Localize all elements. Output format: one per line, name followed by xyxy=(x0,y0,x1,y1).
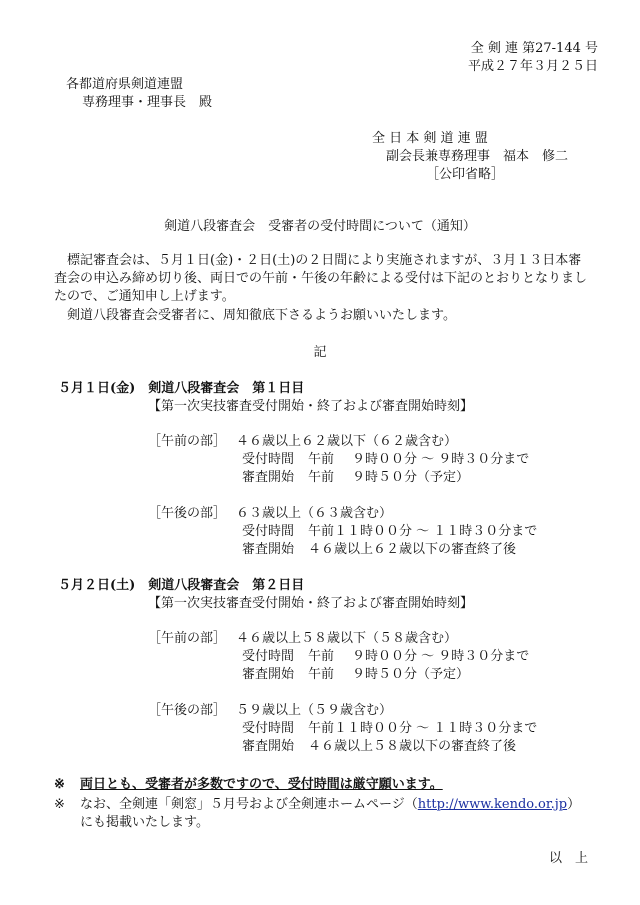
day1-am-reception xyxy=(242,451,529,469)
note-2-mark: ※ xyxy=(54,797,65,812)
day2-pm-start xyxy=(242,738,516,756)
recipient-line-2: 専務理事・理事長 殿 xyxy=(82,95,213,110)
day1-am-reception-label: 受付時間 xyxy=(242,452,295,467)
kendo-website-link[interactable]: http://www.kendo.or.jp xyxy=(417,797,568,812)
day2-pm-ages: ５９歳以上（５９歳含む） xyxy=(236,703,393,718)
note-2-text-post: ） xyxy=(567,797,581,812)
note-1 xyxy=(54,776,443,794)
sender-person: 副会長兼専務理事 福本 修二 xyxy=(386,149,569,164)
day1-am-start-value: ９時５０分（予定） xyxy=(352,470,470,485)
note-2-text-pre: なお、全剣連「剣窓」５月号および全剣連ホームページ（ xyxy=(80,797,418,812)
day2-am-start-label: 審査開始 xyxy=(242,667,295,682)
sender-organization: 全 日 本 剣 道 連 盟 xyxy=(372,131,488,146)
seal-omitted: ［公印省略］ xyxy=(426,167,505,182)
day2-am-ages: ４６歳以上５８歳以下（５８歳含む） xyxy=(236,631,458,646)
day1-pm-reception-label: 受付時間 xyxy=(242,524,295,539)
day1-am-reception-value: ９時００分 ～ ９時３０分まで xyxy=(352,452,530,467)
day1-pm-reception-value: 午前１１時００分 ～ １１時３０分まで xyxy=(308,524,538,539)
document-date: 平成２７年３月２５日 xyxy=(467,59,598,74)
day1-am-start-label: 審査開始 xyxy=(242,470,295,485)
day1-pm-reception xyxy=(242,523,537,541)
day2-am-start xyxy=(242,666,469,684)
day1-am-ages: ４６歳以上６２歳以下（６２歳含む） xyxy=(236,434,458,449)
day2-pm-label: ［午後の部］ xyxy=(148,703,227,718)
day1-am-section xyxy=(148,433,457,451)
day1-pm-label: ［午後の部］ xyxy=(148,506,227,521)
day1-pm-start-label: 審査開始 xyxy=(242,542,295,557)
note-2 xyxy=(54,796,580,814)
day2-am-reception-label: 受付時間 xyxy=(242,649,295,664)
note-2-line-2: にも掲載いたします。 xyxy=(80,815,209,830)
day1-subheading: 【第一次実技審査受付開始・終了および審査開始時刻】 xyxy=(148,399,474,414)
note-1-mark: ※ xyxy=(54,777,65,792)
day1-pm-section xyxy=(148,505,392,523)
day2-am-reception-period: 午前 xyxy=(308,649,335,664)
day1-am-label: ［午前の部］ xyxy=(148,434,227,449)
day1-pm-start xyxy=(242,541,516,559)
day2-heading: ５月２日(土) 剣道八段審査会 第２日目 xyxy=(58,578,305,593)
closing: 以 上 xyxy=(548,851,588,866)
day2-pm-reception-value: 午前１１時００分 ～ １１時３０分まで xyxy=(308,721,538,736)
day2-subheading: 【第一次実技審査受付開始・終了および審査開始時刻】 xyxy=(148,596,474,611)
body-text xyxy=(54,252,594,325)
day2-am-start-value: ９時５０分（予定） xyxy=(352,667,470,682)
day2-am-section xyxy=(148,630,457,648)
day1-am-reception-period: 午前 xyxy=(308,452,335,467)
day1-am-start-period: 午前 xyxy=(308,470,335,485)
day2-am-reception xyxy=(242,648,529,666)
body-paragraph-2: 剣道八段審査会受審者に、周知徹底下さるようお願いいたします。 xyxy=(67,307,456,323)
body-paragraph-1: 標記審査会は、５月１日(金)・２日(土)の２日間により実施されますが、３月１３日本審査会の申込み締め切り後、両日での午前・午後の年齢による受付は下記のとおりとなりましたので、ご通知申し上げます。 xyxy=(54,253,588,305)
day1-pm-ages: ６３歳以上（６３歳含む） xyxy=(236,506,393,521)
day2-pm-reception-label: 受付時間 xyxy=(242,721,295,736)
document-number: 全 剣 連 第27-144 号 xyxy=(470,41,598,56)
day2-pm-start-label: 審査開始 xyxy=(242,739,295,754)
day2-pm-section xyxy=(148,702,392,720)
day1-heading: ５月１日(金) 剣道八段審査会 第１日目 xyxy=(58,381,305,396)
day2-pm-reception xyxy=(242,720,537,738)
day2-am-reception-value: ９時００分 ～ ９時３０分まで xyxy=(352,649,530,664)
note-1-text: 両日とも、受審者が多数ですので、受付時間は厳守願います。 xyxy=(80,777,443,792)
day1-am-start xyxy=(242,469,469,487)
ki-heading: 記 xyxy=(313,345,327,360)
day2-am-start-period: 午前 xyxy=(308,667,335,682)
recipient-line-1: 各都道府県剣道連盟 xyxy=(66,77,184,92)
subject-title: 剣道八段審査会 受審者の受付時間について（通知） xyxy=(164,219,476,234)
day2-pm-start-value: ４６歳以上５８歳以下の審査終了後 xyxy=(308,739,517,754)
day1-pm-start-value: ４６歳以上６２歳以下の審査終了後 xyxy=(308,542,517,557)
day2-am-label: ［午前の部］ xyxy=(148,631,227,646)
